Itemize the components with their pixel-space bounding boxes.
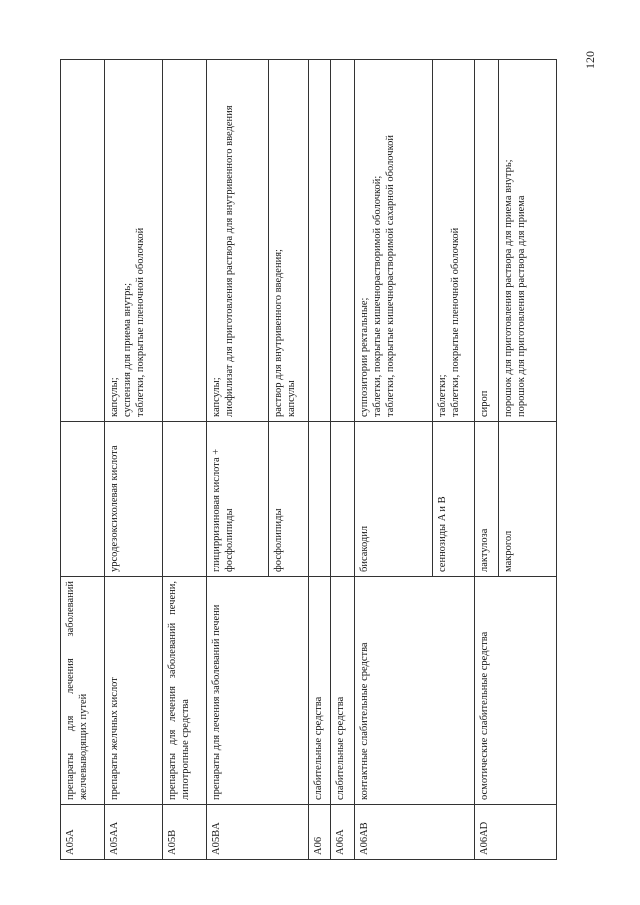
dosage-form-line: таблетки; <box>437 374 448 417</box>
pharmacological-group-cell: слабительные средства <box>309 577 331 805</box>
table-row <box>355 60 433 860</box>
dosage-form-line: сироп <box>479 390 490 417</box>
dosage-form-line: порошок для приготовления раствора для приема <box>516 195 528 417</box>
substance-cell: макрогол <box>499 422 557 577</box>
atc-code-cell: A06A <box>331 805 355 860</box>
pharmacological-group-cell: препараты для лечения заболеваний печени, липотропные средства <box>163 577 207 805</box>
atc-code-cell: A05A <box>61 805 105 860</box>
substance-cell: урсодезоксихолевая кислота <box>105 422 163 577</box>
atc-code-cell: A06 <box>309 805 331 860</box>
pharmacological-group-cell: препараты для лечения заболеваний печени <box>207 577 309 805</box>
substance-cell: фосфолипиды <box>269 422 309 577</box>
table-row <box>309 60 331 860</box>
dosage-form-line: таблетки, покрытые кишечнорастворимой сахарной оболочкой <box>385 134 397 417</box>
dosage-forms-cell <box>207 60 269 422</box>
pharmacological-group-cell: контактные слабительные средства <box>355 577 475 805</box>
dosage-form-line: таблетки, покрытые пленочной оболочкой <box>450 227 462 417</box>
dosage-form-line: суспензия для приема внутрь; <box>122 282 134 417</box>
dosage-forms-cell <box>499 60 557 422</box>
substance-cell <box>309 422 331 577</box>
dosage-form-line: порошок для приготовления раствора для приема внутрь; <box>503 159 514 417</box>
page-number: 120 <box>582 51 597 69</box>
dosage-forms-cell <box>433 60 475 422</box>
atc-code-cell: A05B <box>163 805 207 860</box>
atc-code-cell: A06AD <box>475 805 557 860</box>
dosage-forms-cell <box>331 60 355 422</box>
dosage-form-line: лиофилизат для приготовления раствора для внутривенного введения <box>224 105 236 417</box>
pharmacological-group-cell: слабительные средства <box>331 577 355 805</box>
dosage-forms-cell <box>163 60 207 422</box>
pharmacological-group-cell: препараты для лечения заболеваний желчевыводящих путей <box>61 577 105 805</box>
table-row <box>475 60 499 860</box>
dosage-form-line: капсулы <box>286 380 298 417</box>
dosage-form-line: капсулы; <box>109 377 120 417</box>
rotated-table-container <box>60 60 566 860</box>
substance-cell: сеннозиды A и B <box>433 422 475 577</box>
dosage-form-line: таблетки, покрытые пленочной оболочкой <box>135 227 147 417</box>
atc-code-cell: A05BA <box>207 805 309 860</box>
dosage-form-line: таблетки, покрытые кишечнорастворимой оболочкой; <box>372 175 384 417</box>
table-row <box>163 60 207 860</box>
substance-cell <box>61 422 105 577</box>
substance-cell: лактулоза <box>475 422 499 577</box>
table-row <box>61 60 105 860</box>
dosage-form-line: раствор для внутривенного введения; <box>273 249 284 417</box>
dosage-form-line: суппозитории ректальные; <box>359 297 370 417</box>
substance-cell <box>331 422 355 577</box>
drug-classification-table <box>60 59 557 860</box>
table-row <box>207 60 269 860</box>
dosage-forms-cell <box>61 60 105 422</box>
dosage-forms-cell <box>105 60 163 422</box>
atc-code-cell: A05AA <box>105 805 163 860</box>
dosage-forms-cell <box>475 60 499 422</box>
substance-cell <box>163 422 207 577</box>
pharmacological-group-cell: осмотические слабительные средства <box>475 577 557 805</box>
dosage-forms-cell <box>309 60 331 422</box>
atc-code-cell: A06AB <box>355 805 475 860</box>
dosage-form-line: капсулы; <box>211 377 222 417</box>
dosage-forms-cell <box>355 60 433 422</box>
table-row <box>105 60 163 860</box>
pharmacological-group-cell: препараты желчных кислот <box>105 577 163 805</box>
substance-cell: бисакодил <box>355 422 433 577</box>
substance-cell: глицирризиновая кислота + фосфолипиды <box>207 422 269 577</box>
table-row <box>331 60 355 860</box>
dosage-forms-cell <box>269 60 309 422</box>
